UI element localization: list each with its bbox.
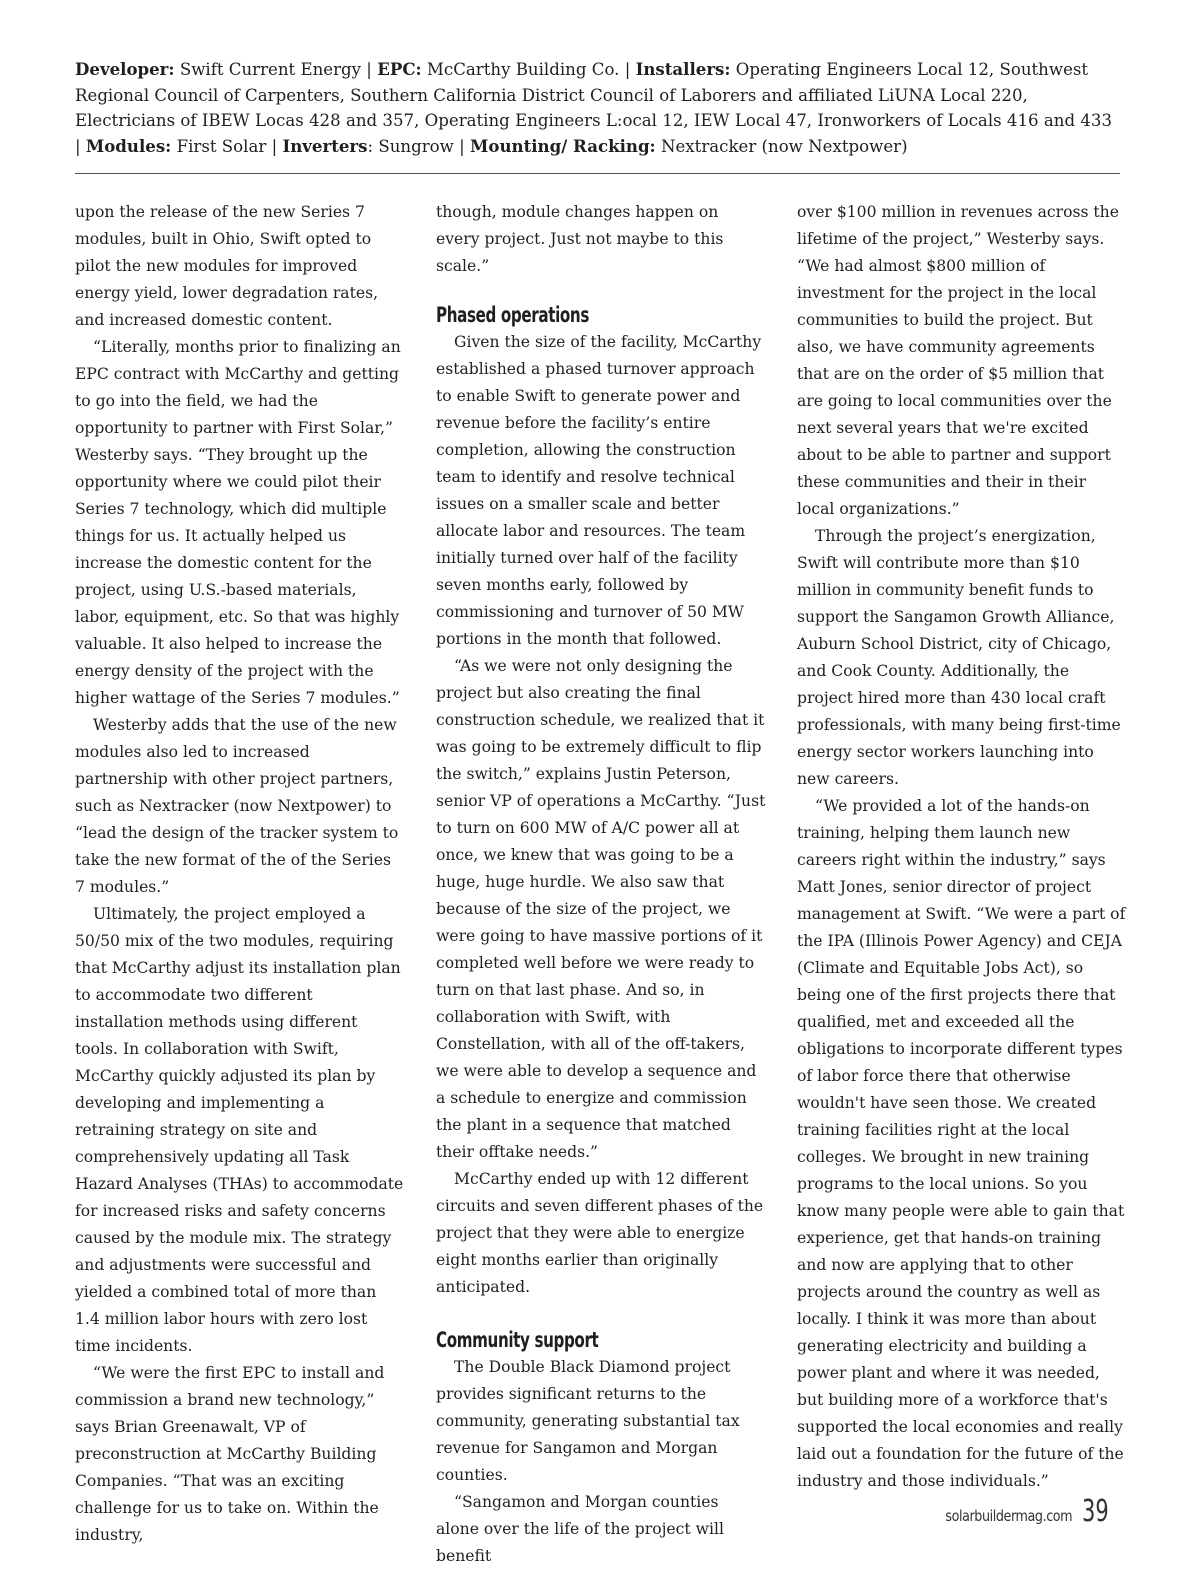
paragraph: over $100 million in revenues across the lifetime of the project,” Westerby says. “We had almost $800 million of investment for the project in the local communities to build the project. But also, we have community agreements that are on the order of $5 million that are going to local communities over the next several years that we're excited about to be able to partner and support these communities and their in their local organizations.” [797, 203, 1119, 518]
paragraph: Given the size of the facility, McCarthy established a phased turnover approach to enable Swift to generate power and revenue before the facility’s entire completion, allowing the construction team to identify and resolve technical issues on a smaller scale and better allocate labor and resources. The team initially turned over half of the facility seven months early, followed by commissioning and turnover of 50 MW portions in the month that followed. [436, 333, 762, 648]
modules-label: Modules: [85, 135, 172, 156]
paragraph: “We provided a lot of the hands-on training, helping them launch new careers right within the industry,” says Matt Jones, senior director of project management at Swift. “We were a part of the IPA (Illinois Power Agency) and CEJA (Climate and Equitable Jobs Act), so being one of the first projects there that qualified, met and exceeded all the obligations to incorporate different types of labor force there that otherwise wouldn't have seen those. We created training facilities right at the local colleges. We brought in new training programs to the local unions. So you know many people were able to gain that experience, get that hands-on training and now are applying that to other projects around the country as well as locally. I think it was more than about generating electricity and building a power plant and where it was needed, but building more of a workforce that's supported the local economies and really laid out a foundation for the future of the industry and those individuals.” [797, 797, 1126, 1490]
paragraph: Through the project’s energization, Swift will contribute more than $10 million in community benefit funds to support the Sangamon Growth Alliance, Auburn School District, city of Chicago, and Cook County. Additionally, the project hired more than 430 local craft professionals, with many being first-time energy sector workers launching into new careers. [797, 527, 1121, 788]
article-column-3 [797, 199, 1127, 1495]
article-column-2 [436, 199, 766, 1570]
developer-label: Developer: [75, 59, 175, 79]
paragraph: Ultimately, the project employed a 50/50 mix of the two modules, requiring that McCarthy adjust its installation plan to accommodate two different installation methods using different tools. In collaboration with Swift, McCarthy quickly adjusted its plan by developing and implementing a retraining strategy on site and comprehensively updating all Task Hazard Analyses (THAs) to accommodate for increased risks and safety concerns caused by the module mix. The strategy and adjustments were successful and yielded a combined total of more than 1.4 million labor hours with zero lost time incidents. [75, 905, 404, 1355]
paragraph: upon the release of the new Series 7 modules, built in Ohio, Swift opted to pilot the new modules for improved energy yield, lower degradation rates, and increased domestic content. [75, 203, 379, 329]
developer-value: Swift Current Energy | [174, 60, 378, 79]
project-credits [75, 57, 1120, 159]
paragraph: though, module changes happen on every project. Just not maybe to this scale.” [436, 203, 724, 275]
section-heading-phased-operations: Phased operations [436, 303, 589, 327]
mounting-value: Nextracker (now Nextpower) [655, 136, 908, 156]
paragraph: “Literally, months prior to finalizing an EPC contract with McCarthy and getting to go into the field, we had the opportunity to partner with First Solar,” Westerby says. “They brought up the opportunity where we could pilot their Series 7 technology, which did multiple things for us. It actually helped us increase the domestic content for the project, using U.S.-based materials, labor, equipment, etc. So that was highly valuable. It also helped to increase the energy density of the project with the higher wattage of the Series 7 modules.” [75, 338, 401, 707]
paragraph: McCarthy ended up with 12 different circuits and seven different phases of the project that they were able to energize eight months earlier than originally anticipated. [436, 1170, 764, 1296]
section-heading-community-support: Community support [436, 1328, 599, 1352]
divider-rule [75, 173, 1120, 174]
epc-value: McCarthy Building Co. | [421, 60, 636, 79]
mounting-label: Mounting/ Racking: [470, 135, 656, 156]
page-footer [923, 1494, 1120, 1529]
inverters-value: : Sungrow | [367, 136, 471, 156]
paragraph: “We were the first EPC to install and commission a brand new technology,” says Brian Greenawalt, VP of preconstruction at McCarthy Building Companies. “That was an exciting challenge for us to take on. Within the industry, [75, 1364, 385, 1544]
paragraph: The Double Black Diamond project provides significant returns to the community, generating substantial tax revenue for Sangamon and Morgan counties. [436, 1358, 740, 1484]
paragraph: “As we were not only designing the project but also creating the final construction schedule, we realized that it was going to be extremely difficult to flip the switch,” explains Justin Peterson, senior VP of operations a McCarthy. “Just to turn on 600 MW of A/C power all at once, we knew that was going to be a huge, huge hurdle. We also saw that because of the size of the project, we were going to have massive portions of it completed well before we were ready to turn on that last phase. And so, in collaboration with Swift, with Constellation, with all of the off-takers, we were able to develop a sequence and a schedule to energize and commission the plant in a sequence that matched their offtake needs.” [436, 657, 766, 1161]
modules-value: First Solar | [171, 136, 283, 156]
inverters-label: Inverters [282, 135, 368, 156]
epc-label: EPC: [377, 59, 422, 79]
article-column-1 [75, 199, 405, 1549]
paragraph: “Sangamon and Morgan counties alone over the life of the project will benefit [436, 1493, 724, 1565]
page-number: 39 [1081, 1494, 1109, 1529]
installers-value: Operating Engineers Local 12, Southwest Regional Council of Carpenters, Southern California District Council of Laborers and affiliated LiUNA Local 220, Electricians of IBEW Locas 428 and 357, Operating Engineers L:ocal 12, IEW Local 47, Ironworkers of Locals 416 and 433 | [75, 60, 1113, 156]
footer-site-url: solarbuildermag.com [945, 1507, 1072, 1525]
paragraph: Westerby adds that the use of the new modules also led to increased partnership with other project partners, such as Nextracker (now Nextpower) to “lead the design of the tracker system to take the new format of the of the Series 7 modules.” [75, 716, 399, 896]
installers-label: Installers: [635, 59, 731, 79]
